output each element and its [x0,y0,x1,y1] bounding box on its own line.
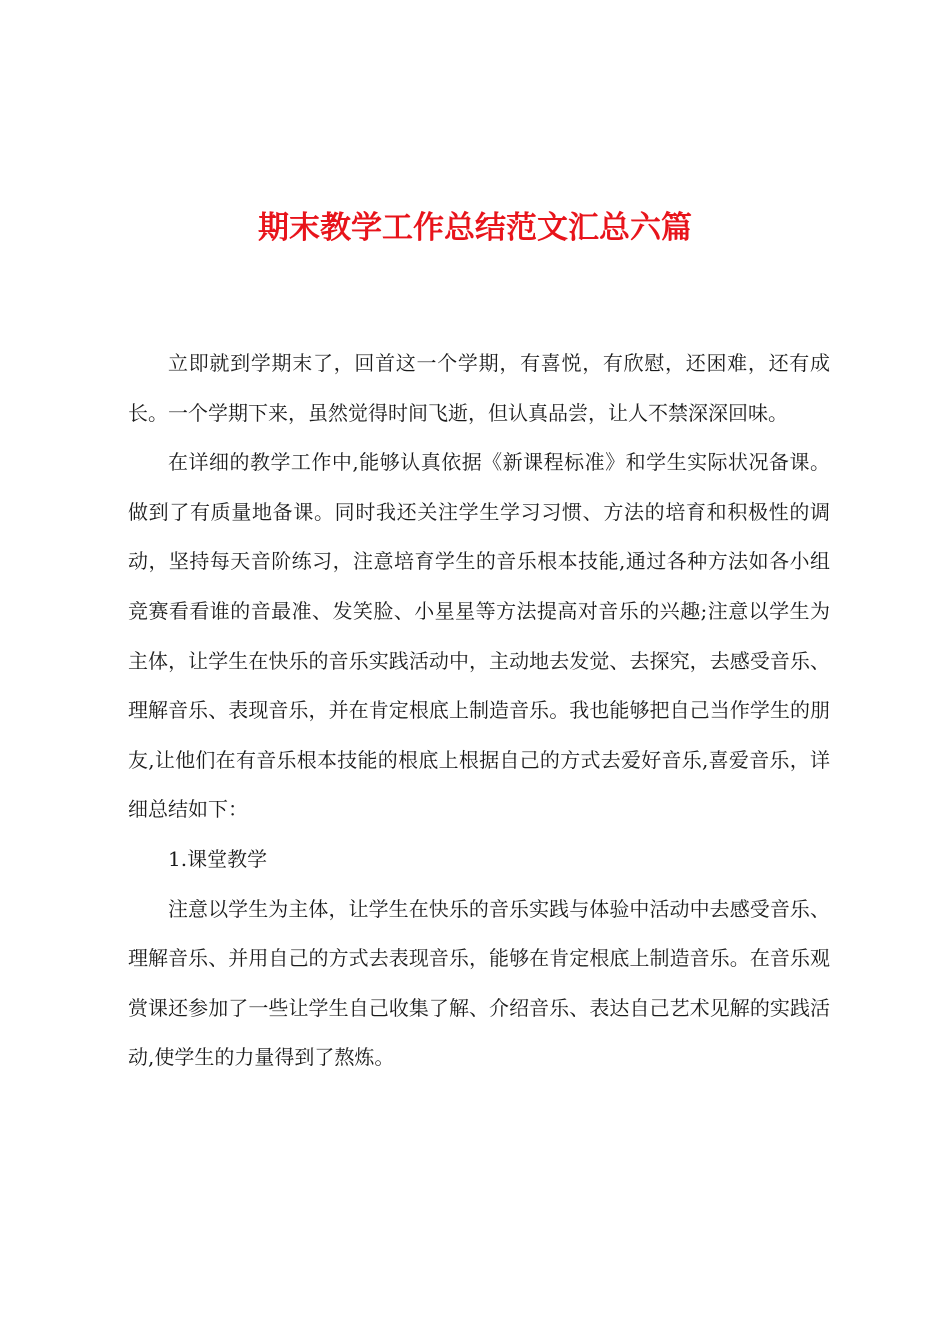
paragraph-teaching-work: 在详细的教学工作中,能够认真依据《新课程标准》和学生实际状况备课。做到了有质量地备课。同时我还关注学生学习习惯、方法的培育和积极性的调动，坚持每天音阶练习，注意培育学生的音乐根本技能,通过各种方法如各小组竞赛看看谁的音最准、发笑脸、小星星等方法提高对音乐的兴趣;注意以学生为主体，让学生在快乐的音乐实践活动中，主动地去发觉、去探究，去感受音乐、理解音乐、表现音乐，并在肯定根底上制造音乐。我也能够把自己当作学生的朋友,让他们在有音乐根本技能的根底上根据自己的方式去爱好音乐,喜爱音乐，详细总结如下： [128,450,830,822]
document-body [128,339,830,1083]
section-heading-classroom: 1.课堂教学 [168,846,268,871]
document-title: 期末教学工作总结范文汇总六篇 [258,210,692,246]
paragraph-classroom: 注意以学生为主体，让学生在快乐的音乐实践与体验中活动中去感受音乐、理解音乐、并用自己的方式去表现音乐，能够在肯定根底上制造音乐。在音乐观赏课还参加了一些让学生自己收集了解、介绍音乐、表达自己艺术见解的实践活动,使学生的力量得到了熬炼。 [128,896,830,1070]
paragraph-intro: 立即就到学期末了，回首这一个学期，有喜悦，有欣慰，还困难，还有成长。一个学期下来，虽然觉得时间飞逝，但认真品尝，让人不禁深深回味。 [128,351,830,425]
